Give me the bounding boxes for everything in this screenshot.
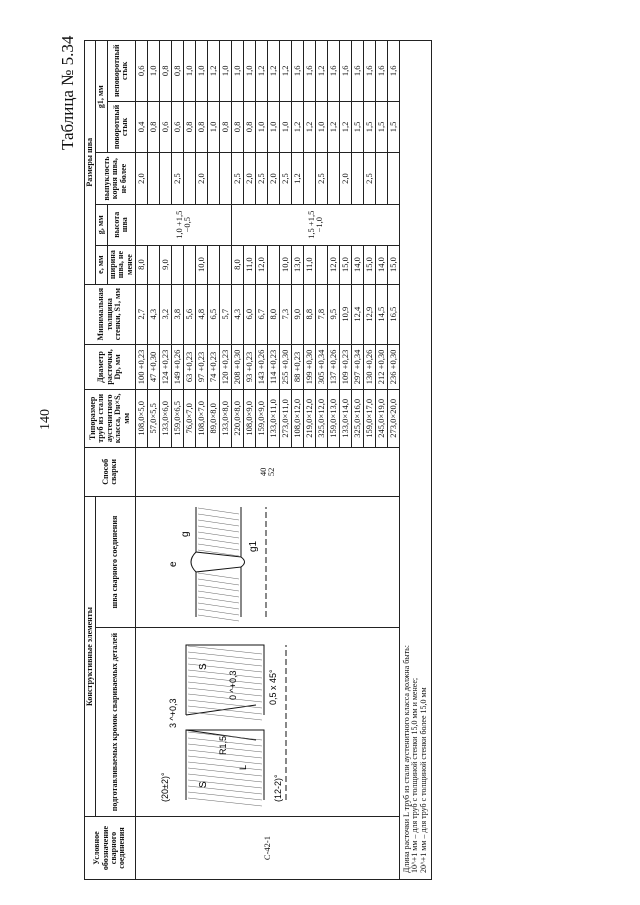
min-wall-cell: 12,4 — [351, 284, 363, 344]
pipe-size-cell: 133,0×6,0 — [159, 389, 171, 447]
convexity-cell: 2,0 — [195, 153, 207, 204]
method-value: 40 — [257, 467, 268, 477]
nonrot-cell: 0,8 — [171, 41, 183, 102]
convexity-cell — [375, 153, 387, 204]
nonrot-cell: 1,0 — [183, 41, 195, 102]
bore-cell: 236 +0,30 — [387, 344, 399, 389]
e-cell — [183, 245, 195, 284]
pipe-size-cell: 325,0×12,0 — [315, 389, 327, 447]
min-wall-cell: 7,8 — [315, 284, 327, 344]
page-number: 140 — [38, 409, 53, 430]
nonrot-cell: 0,8 — [159, 41, 171, 102]
g-cell: 1,5 +1,5 −1,0 — [231, 204, 399, 245]
min-wall-cell: 6,0 — [243, 284, 255, 344]
footnote-cell — [399, 41, 431, 880]
e-cell: 10,0 — [195, 245, 207, 284]
rotated-table-container — [84, 40, 604, 880]
rot-cell: 1,0 — [207, 101, 219, 153]
edges-drawing-cell — [135, 628, 399, 817]
pipe-size-cell: 325,0×16,0 — [351, 389, 363, 447]
edges-drawing — [146, 635, 386, 810]
col-g: g, мм — [96, 204, 107, 245]
e-cell: 12,0 — [255, 245, 267, 284]
min-wall-cell: 4,8 — [195, 284, 207, 344]
min-wall-cell: 14,5 — [375, 284, 387, 344]
e-cell: 12,0 — [327, 245, 339, 284]
convexity-cell — [327, 153, 339, 204]
pipe-size-cell: 108,0×12,0 — [291, 389, 303, 447]
weld-table — [84, 40, 432, 880]
convexity-cell: 1,2 — [291, 153, 303, 204]
convexity-cell — [183, 153, 195, 204]
e-cell — [267, 245, 279, 284]
e-cell: 15,0 — [339, 245, 351, 284]
rot-cell: 1,2 — [291, 101, 303, 153]
pipe-size-cell: 273,0×11,0 — [279, 389, 291, 447]
table-row — [135, 41, 147, 880]
pipe-size-cell: 133,0×11,0 — [267, 389, 279, 447]
convexity-cell: 2,5 — [255, 153, 267, 204]
rot-cell: 0,8 — [219, 101, 231, 153]
rot-cell: 0,8 — [183, 101, 195, 153]
nonrot-cell: 1,0 — [147, 41, 159, 102]
col-e: е, мм — [96, 245, 107, 284]
bore-cell: 297 +0,34 — [351, 344, 363, 389]
bore-cell: 47 +0,30 — [147, 344, 159, 389]
convexity-cell: 2,0 — [243, 153, 255, 204]
nonrot-cell: 1,6 — [327, 41, 339, 102]
rot-cell: 1,5 — [387, 101, 399, 153]
rot-cell: 1,2 — [339, 101, 351, 153]
bore-cell: 114 +0,23 — [267, 344, 279, 389]
pipe-size-cell: 159,0×9,0 — [255, 389, 267, 447]
convexity-cell — [159, 153, 171, 204]
col-seam: шва сварного соединения — [96, 496, 136, 627]
e-cell — [315, 245, 327, 284]
min-wall-cell: 5,7 — [219, 284, 231, 344]
bore-cell: 143 +0,26 — [255, 344, 267, 389]
convexity-cell: 2,0 — [339, 153, 351, 204]
nonrot-cell: 1,2 — [267, 41, 279, 102]
rot-cell: 1,5 — [375, 101, 387, 153]
bore-cell: 305 +0,34 — [315, 344, 327, 389]
e-cell — [147, 245, 159, 284]
bore-cell: 100 +0,23 — [135, 344, 147, 389]
pipe-size-cell: 245,0×19,0 — [375, 389, 387, 447]
e-cell — [171, 245, 183, 284]
footnote-line: Длина расточки L труб из стали аустенитного класса должна быть: — [401, 644, 411, 873]
min-wall-cell: 5,6 — [183, 284, 195, 344]
table-body — [135, 41, 431, 880]
min-wall-cell: 16,5 — [387, 284, 399, 344]
pipe-size-cell: 76,0×7,0 — [183, 389, 195, 447]
seam-drawing-cell — [135, 496, 399, 627]
col-designation: Условное обозначение сварного соединения — [85, 817, 136, 880]
e-cell: 8,0 — [135, 245, 147, 284]
e-cell: 14,0 — [351, 245, 363, 284]
pipe-size-cell: 108,0×7,0 — [195, 389, 207, 447]
bore-cell: 120 +0,23 — [219, 344, 231, 389]
bore-cell: 88 +0,23 — [291, 344, 303, 389]
min-wall-cell: 10,9 — [339, 284, 351, 344]
col-bore: Диаметр расточки, Dр, мм — [85, 344, 136, 389]
rot-cell: 1,0 — [315, 101, 327, 153]
pipe-size-cell: 219,0×12,0 — [303, 389, 315, 447]
g-cell: 1,0 +1,5 −0,5 — [135, 204, 231, 245]
min-wall-cell: 8,0 — [267, 284, 279, 344]
e-cell — [207, 245, 219, 284]
e-cell: 15,0 — [363, 245, 375, 284]
pipe-size-cell: 273,0×20,0 — [387, 389, 399, 447]
bore-cell: 124 +0,23 — [159, 344, 171, 389]
nonrot-cell: 1,0 — [231, 41, 243, 102]
pipe-size-cell: 133,0×14,0 — [339, 389, 351, 447]
e-label: e — [168, 561, 180, 568]
convexity-cell: 2,0 — [135, 153, 147, 204]
min-wall-cell: 3,2 — [159, 284, 171, 344]
min-wall-cell: 2,7 — [135, 284, 147, 344]
rot-cell: 0,6 — [159, 101, 171, 153]
bore-cell: 255 +0,30 — [279, 344, 291, 389]
e-cell: 8,0 — [231, 245, 243, 284]
col-nonrot: неповоротный стык — [107, 41, 135, 102]
s1-label: S — [198, 662, 210, 670]
min-wall-cell: 4,3 — [231, 284, 243, 344]
rot-cell: 1,5 — [351, 101, 363, 153]
nonrot-cell: 1,0 — [195, 41, 207, 102]
nonrot-cell: 1,6 — [375, 41, 387, 102]
footnote-row — [399, 41, 431, 880]
min-wall-cell: 4,3 — [147, 284, 159, 344]
convexity-cell — [219, 153, 231, 204]
rot-cell: 1,5 — [363, 101, 375, 153]
rot-cell: 1,2 — [303, 101, 315, 153]
convexity-cell — [351, 153, 363, 204]
convexity-cell: 2,5 — [279, 153, 291, 204]
nonrot-cell: 0,6 — [135, 41, 147, 102]
e-cell: 11,0 — [303, 245, 315, 284]
pipe-size-cell: 159,0×6,5 — [171, 389, 183, 447]
col-g-sub: высота шва — [107, 204, 135, 245]
rot-cell: 0,8 — [147, 101, 159, 153]
col-method: Способ сварки — [85, 447, 136, 496]
pipe-size-cell: 159,0×17,0 — [363, 389, 375, 447]
col-rot: поворотный стык — [107, 101, 135, 153]
bore-cell: 208 +0,30 — [231, 344, 243, 389]
min-wall-cell: 9,0 — [291, 284, 303, 344]
chamfer-label: 0,5 x 45° — [268, 668, 279, 705]
e-cell: 13,0 — [291, 245, 303, 284]
pipe-size-cell: 133,0×8,0 — [219, 389, 231, 447]
min-wall-cell: 3,8 — [171, 284, 183, 344]
nonrot-cell: 1,6 — [363, 41, 375, 102]
convexity-cell: 2,5 — [363, 153, 375, 204]
col-min-wall: Минимальная толщина стенки, S1, мм — [85, 284, 136, 344]
convexity-cell: 2,5 — [231, 153, 243, 204]
method-value: 52 — [266, 467, 277, 477]
g1-label: g1 — [248, 540, 260, 553]
nonrot-cell: 1,2 — [315, 41, 327, 102]
pipe-size-cell: 108,0×5,0 — [135, 389, 147, 447]
footnote-line: 10^+1 мм – для труб с толщиной стенки 15,0 мм и менее; — [410, 677, 420, 873]
table-title: Таблица № 5.34 — [58, 35, 77, 150]
min-wall-cell: 12,9 — [363, 284, 375, 344]
convexity-cell: 2,5 — [171, 153, 183, 204]
convexity-cell — [303, 153, 315, 204]
rot-cell: 0,8 — [195, 101, 207, 153]
col-pipe-size: Типоразмер труб из стали аустенитного класса, Dн×S, мм — [85, 389, 136, 447]
footnote-line: 20^+1 мм – для труб с толщиной стенки более 15,0 мм — [418, 687, 428, 873]
rot-cell: 0,4 — [135, 101, 147, 153]
bore-cell: 63 +0,23 — [183, 344, 195, 389]
col-edges: подготавливаемых кромок свариваемых деталей — [96, 628, 136, 817]
min-wall-cell: 9,5 — [327, 284, 339, 344]
convexity-cell: 2,5 — [315, 153, 327, 204]
min-wall-cell: 7,3 — [279, 284, 291, 344]
col-g1: g1, мм — [96, 41, 107, 153]
bore-cell: 93 +0,23 — [243, 344, 255, 389]
col-convexity: выпуклость корня шва, не более — [96, 153, 136, 204]
nonrot-cell: 1,6 — [351, 41, 363, 102]
l-label: L — [238, 764, 249, 770]
bore-cell: 74 +0,23 — [207, 344, 219, 389]
bore-cell: 199 +0,30 — [303, 344, 315, 389]
e-cell: 11,0 — [243, 245, 255, 284]
rot-cell: 1,0 — [267, 101, 279, 153]
col-structural: Конструктивные элементы — [85, 496, 96, 816]
min-wall-cell: 6,5 — [207, 284, 219, 344]
designation-cell: С-42-1 — [135, 817, 399, 880]
pipe-size-cell: 220,0×8,0 — [231, 389, 243, 447]
bore-cell: 137 +0,26 — [327, 344, 339, 389]
g-label: g — [180, 531, 192, 538]
dim0-label: 0 ^+0,3 — [228, 670, 239, 700]
seam-drawing — [146, 502, 386, 622]
e-cell: 9,0 — [159, 245, 171, 284]
nonrot-cell: 1,6 — [303, 41, 315, 102]
nonrot-cell: 1,6 — [291, 41, 303, 102]
nonrot-cell: 1,6 — [339, 41, 351, 102]
bore-cell: 109 +0,23 — [339, 344, 351, 389]
rot-cell: 0,6 — [171, 101, 183, 153]
dim3-label: 3 ^+0,3 — [168, 698, 179, 728]
pipe-size-cell: 57,0×5,5 — [147, 389, 159, 447]
pipe-size-cell: 108,0×9,0 — [243, 389, 255, 447]
e-cell: 14,0 — [375, 245, 387, 284]
nonrot-cell: 1,6 — [387, 41, 399, 102]
rot-cell: 0,8 — [243, 101, 255, 153]
e-cell — [219, 245, 231, 284]
r15-label: R1,5 — [218, 735, 229, 755]
rot-cell: 1,0 — [279, 101, 291, 153]
nonrot-cell: 1,2 — [255, 41, 267, 102]
e-cell: 15,0 — [387, 245, 399, 284]
convexity-cell — [387, 153, 399, 204]
method-cell — [135, 447, 399, 496]
bore-cell: 212 +0,30 — [375, 344, 387, 389]
nonrot-cell: 1,0 — [243, 41, 255, 102]
convexity-cell — [147, 153, 159, 204]
pipe-size-cell: 89,0×8,0 — [207, 389, 219, 447]
col-weld-dims: Размеры шва — [85, 41, 96, 285]
e-cell: 10,0 — [279, 245, 291, 284]
nonrot-cell: 1,2 — [207, 41, 219, 102]
gap-label: (12-2)° — [273, 774, 284, 802]
rot-cell: 1,0 — [255, 101, 267, 153]
pipe-size-cell: 159,0×13,0 — [327, 389, 339, 447]
rot-cell: 0,8 — [231, 101, 243, 153]
rot-cell: 1,2 — [327, 101, 339, 153]
s-label: S — [198, 780, 210, 788]
convexity-cell — [207, 153, 219, 204]
min-wall-cell: 8,8 — [303, 284, 315, 344]
col-e-sub: ширина шва, не менее — [107, 245, 135, 284]
min-wall-cell: 6,7 — [255, 284, 267, 344]
nonrot-cell: 1,2 — [279, 41, 291, 102]
bore-cell: 130 +0,26 — [363, 344, 375, 389]
convexity-cell: 2,0 — [267, 153, 279, 204]
nonrot-cell: 1,0 — [219, 41, 231, 102]
bore-cell: 97 +0,23 — [195, 344, 207, 389]
bore-cell: 149 +0,26 — [171, 344, 183, 389]
angle-label: (20±2)° — [160, 772, 171, 802]
